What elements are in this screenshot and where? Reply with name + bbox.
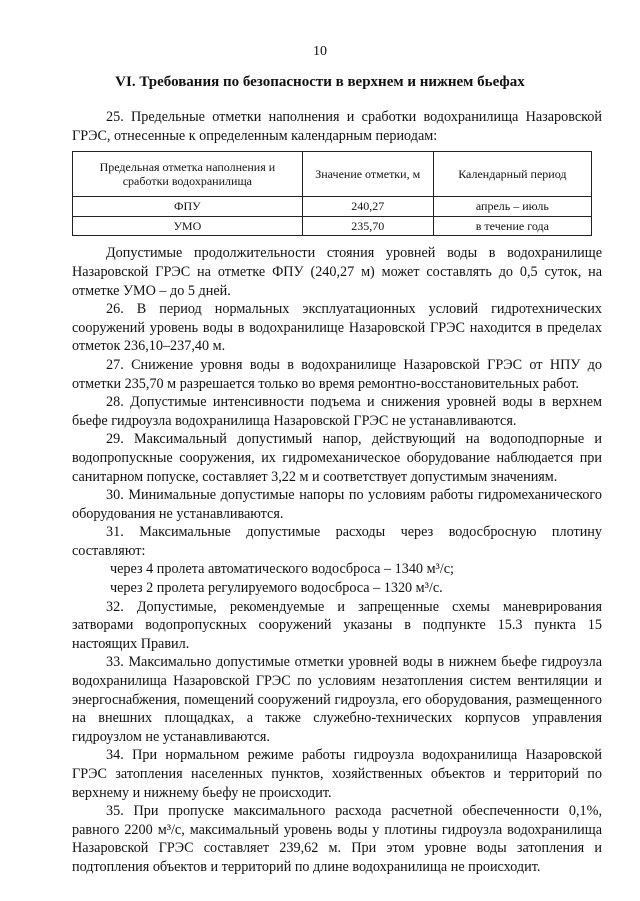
section-title: VI. Требования по безопасности в верхнем и нижнем бьефах bbox=[115, 74, 525, 90]
paragraph-27: 27. Снижение уровня воды в водохранилище Назаровской ГРЭС от НПУ до отметки 235,70 м разрешается только во время ремонтно-восстановительных работ. bbox=[72, 356, 602, 392]
table-cell: УМО bbox=[73, 216, 303, 236]
table-row bbox=[73, 197, 592, 217]
table-cell: 240,27 bbox=[302, 197, 433, 217]
paragraph-35: 35. При пропуске максимального расхода расчетной обеспеченности 0,1%, равного 2200 м³/с, максимальный уровень воды у плотины гидроузла водохранилища Назаровской ГРЭС составляет 239,62 м. При этом уровне воды затопления и подтопления объектов и территорий по длине водохранилища не происходит. bbox=[72, 803, 602, 875]
paragraph-26: 26. В период нормальных эксплуатационных условий гидротехнических сооружений уровень воды в водохранилище Назаровской ГРЭС находится в пределах отметок 236,10–237,40 м. bbox=[72, 301, 602, 355]
table-row bbox=[73, 216, 592, 236]
table-header-row bbox=[73, 152, 592, 197]
table-cell: ФПУ bbox=[73, 197, 303, 217]
level-limits-table bbox=[72, 151, 592, 236]
page-number: 10 bbox=[313, 44, 327, 59]
table-cell: апрель – июль bbox=[433, 197, 591, 217]
paragraph-25: 25. Предельные отметки наполнения и сработки водохранилища Назаровской ГРЭС, отнесенные к определенным календарным периодам: bbox=[72, 109, 602, 144]
table-header-cell: Календарный период bbox=[433, 152, 591, 197]
paragraph-34: 34. При нормальном режиме работы гидроузла водохранилища Назаровской ГРЭС затопления населенных пунктов, хозяйственных объектов и территорий по верхнему и нижнему бьефу не происходит. bbox=[72, 747, 602, 801]
table-cell: 235,70 bbox=[302, 216, 433, 236]
paragraph-29: 29. Максимальный допустимый напор, действующий на водоподпорные и водопропускные сооружения, их гидромеханическое оборудование наблюдается при санитарном попуске, составляет 3,22 м и соответствует допустимым значениям. bbox=[72, 431, 602, 485]
table-header-cell: Значение отметки, м bbox=[302, 152, 433, 197]
paragraph-31-item-b: через 2 пролета регулируемого водосброса – 1320 м³/с. bbox=[110, 580, 443, 597]
paragraph-31-item-a: через 4 пролета автоматического водосброса – 1340 м³/с; bbox=[110, 561, 454, 578]
paragraph-33: 33. Максимально допустимые отметки уровней воды в нижнем бьефе гидроузла водохранилища Назаровской ГРЭС по условиям незатопления систем вентиляции и энергоснабжения, помещений сооружений гидроузла, его оборудования, размещенного на внешних площадках, а также служебно-технических корпусов управления гидроузлом не устанавливаются. bbox=[72, 654, 602, 745]
table-cell: в течение года bbox=[433, 216, 591, 236]
document-body bbox=[72, 108, 602, 877]
paragraph-durations: Допустимые продолжительности стояния уровней воды в водохранилище Назаровской ГРЭС на отметке ФПУ (240,27 м) может составлять до 0,5 суток, на отметке УМО – до 5 дней. bbox=[72, 245, 602, 299]
paragraph-31: 31. Максимальные допустимые расходы через водосбросную плотину составляют: bbox=[72, 524, 602, 559]
paragraph-32: 32. Допустимые, рекомендуемые и запрещенные схемы маневрирования затворами водопропускных сооружений указаны в подпункте 15.3 пункта 15 настоящих Правил. bbox=[72, 598, 602, 652]
paragraph-28: 28. Допустимые интенсивности подъема и снижения уровней воды в верхнем бьефе гидроузла водохранилища Назаровской ГРЭС не устанавливаются. bbox=[72, 394, 602, 429]
paragraph-30: 30. Минимальные допустимые напоры по условиям работы гидромеханического оборудования не устанавливаются. bbox=[72, 487, 602, 522]
table-header-cell: Предельная отметка наполнения и сработки водохранилища bbox=[73, 152, 303, 197]
